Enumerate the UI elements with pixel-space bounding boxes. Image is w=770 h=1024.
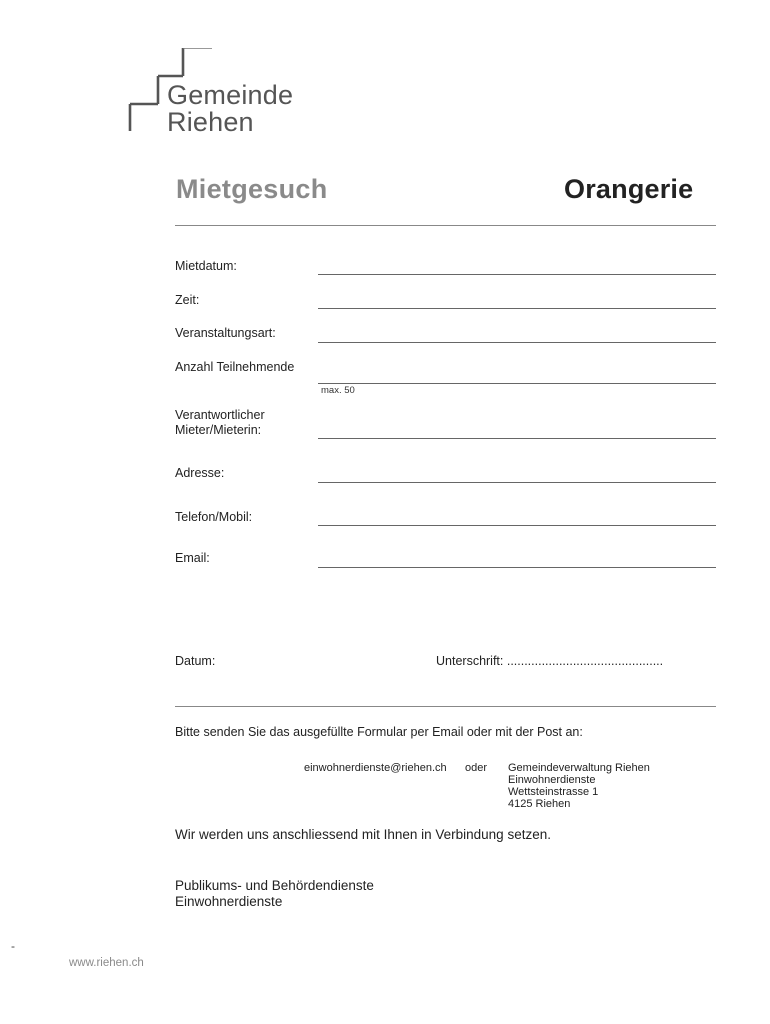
field-line-verantwortlicher[interactable] <box>318 438 716 439</box>
signature-divider <box>175 706 716 707</box>
field-line-telefon[interactable] <box>318 525 716 526</box>
field-label-verantwortlicher-line1: Verantwortlicher <box>175 408 265 422</box>
logo-text-gemeinde: Gemeinde <box>167 80 294 110</box>
department-line2: Einwohnerdienste <box>175 894 283 909</box>
form-title: Mietgesuch <box>176 174 328 204</box>
address-line-1: Gemeindeverwaltung Riehen <box>508 762 650 774</box>
contact-email: einwohnerdienste@riehen.ch <box>304 762 447 774</box>
date-label: Datum: <box>175 654 216 668</box>
field-line-mietdatum[interactable] <box>318 274 716 275</box>
field-label-veranstaltungsart: Veranstaltungsart: <box>175 326 276 340</box>
address-line-4: 4125 Riehen <box>508 798 571 810</box>
field-label-verantwortlicher-line2: Mieter/Mieterin: <box>175 423 262 437</box>
venue-title: Orangerie <box>564 174 694 204</box>
header-divider <box>175 225 716 226</box>
field-line-anzahl-teilnehmende[interactable] <box>318 383 716 384</box>
address-line-2: Einwohnerdienste <box>508 774 596 786</box>
field-hint-max-participants: max. 50 <box>321 385 355 396</box>
field-line-zeit[interactable] <box>318 308 716 309</box>
address-line-3: Wettsteinstrasse 1 <box>508 786 599 798</box>
logo-text-riehen: Riehen <box>167 107 254 137</box>
footer-dash: - <box>11 939 15 953</box>
instructions-intro: Bitte senden Sie das ausgefüllte Formular per Email oder mit der Post an: <box>175 725 583 739</box>
footer-website: www.riehen.ch <box>69 957 144 969</box>
field-label-telefon: Telefon/Mobil: <box>175 510 253 524</box>
signature-label: Unterschrift: ............................................. <box>436 654 664 668</box>
followup-text: Wir werden uns anschliessend mit Ihnen in Verbindung setzen. <box>175 827 551 842</box>
field-label-mietdatum: Mietdatum: <box>175 259 237 273</box>
field-label-anzahl-teilnehmende: Anzahl Teilnehmende <box>175 360 295 374</box>
department-line1: Publikums- und Behördendienste <box>175 878 374 893</box>
field-line-veranstaltungsart[interactable] <box>318 342 716 343</box>
contact-or: oder <box>465 762 488 774</box>
field-label-email: Email: <box>175 551 210 565</box>
field-line-email[interactable] <box>318 567 716 568</box>
field-line-adresse[interactable] <box>318 482 716 483</box>
field-label-zeit: Zeit: <box>175 293 200 307</box>
field-label-adresse: Adresse: <box>175 466 225 480</box>
